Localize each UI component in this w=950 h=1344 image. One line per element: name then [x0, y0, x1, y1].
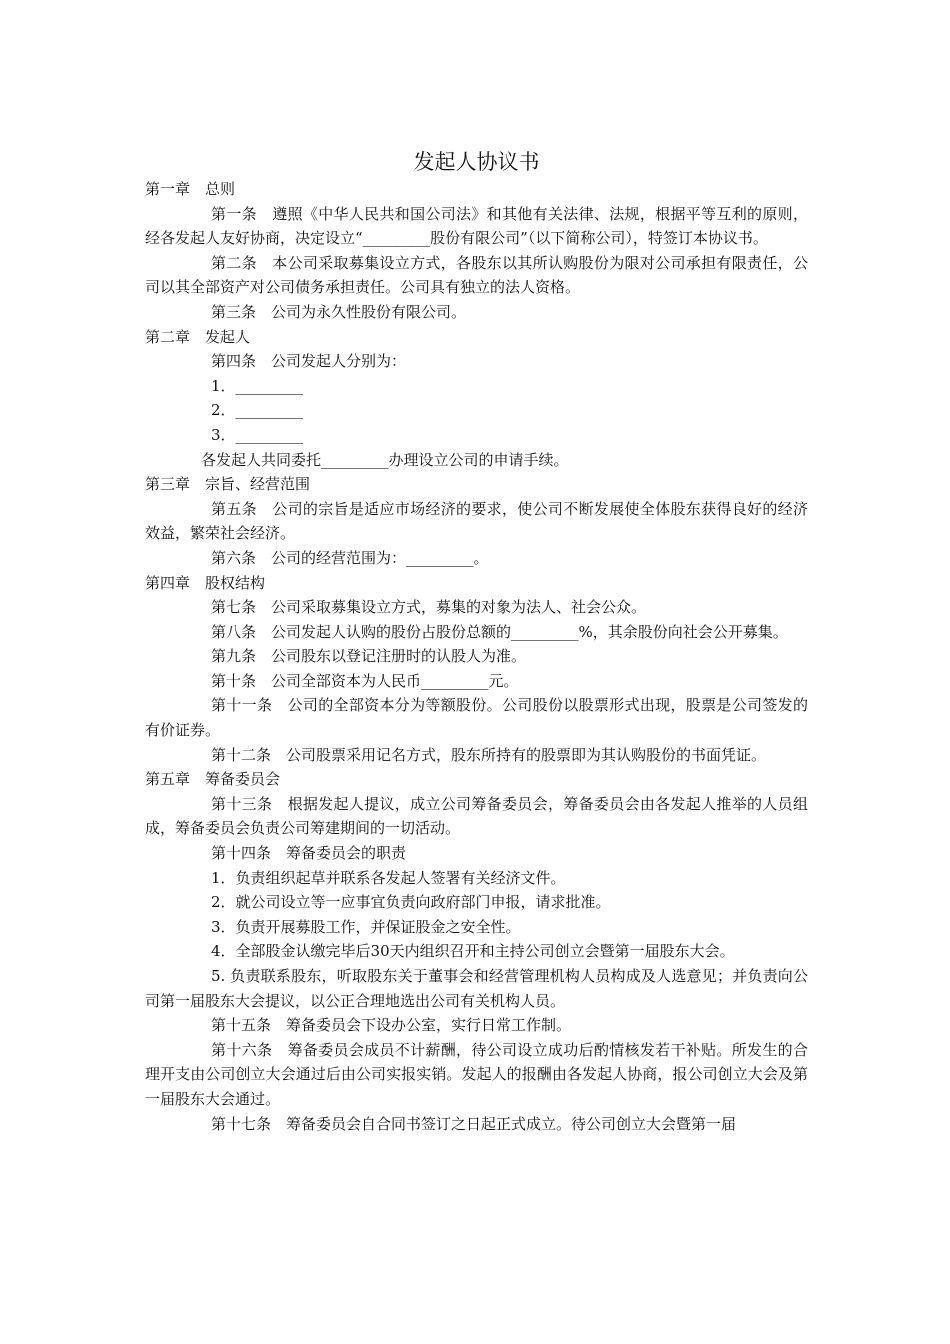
list-item: 3．_________ [211, 425, 304, 444]
article-paragraph: 第十一条 公司的全部资本分为等额股份。公司股份以股票形式出现，股票是公司签发的有价证券。 [145, 696, 808, 740]
article-paragraph: 5. 负责联系股东，听取股东关于董事会和经营管理机构人员构成及人选意见；并负责向公司第一届股东大会提议，以公正合理地选出公司有关机构人员。 [145, 967, 808, 1010]
document-lines [145, 177, 808, 1136]
article-paragraph: 第九条 公司股东以登记注册时的认股人为准。 [211, 647, 527, 666]
article-paragraph: 第五条 公司的宗旨是适应市场经济的要求，使公司不断发展使全体股东获得良好的经济效益，繁荣社会经济。 [145, 499, 808, 543]
article-paragraph: 第二条 本公司采取募集设立方式，各股东以其所认购股份为限对公司承担有限责任，公司以其全部资产对公司债务承担责任。公司具有独立的法人资格。 [145, 253, 808, 297]
article-paragraph: 2．就公司设立等一应事宜负责向政府部门申报，请求批准。 [211, 893, 611, 912]
document-title: 发起人协议书 [413, 150, 540, 174]
article-paragraph: 第十三条 根据发起人提议，成立公司筹备委员会，筹备委员会由各发起人推举的人员组成，筹备委员会负责公司筹建期间的一切活动。 [145, 794, 808, 838]
list-item: 1．_________ [211, 376, 304, 395]
article-paragraph: 第十条 公司全部资本为人民币_________元。 [211, 671, 519, 690]
article-paragraph: 第十五条 筹备委员会下设办公室，实行日常工作制。 [211, 1016, 572, 1035]
article-paragraph: 3．负责开展募股工作，并保证股金之安全性。 [211, 917, 521, 936]
article-paragraph: 第十二条 公司股票采用记名方式，股东所持有的股票即为其认购股份的书面凭证。 [211, 745, 767, 764]
article-paragraph: 第一条 遵照《中华人民共和国公司法》和其他有关法律、法规，根据平等互利的原则，经各发起人友好协商，决定设立“_________股份有限公司”（以下简称公司），特签订本协议书。 [145, 204, 808, 248]
article-paragraph: 第七条 公司采取募集设立方式，募集的对象为法人、社会公众。 [211, 598, 647, 617]
article-paragraph: 第十六条 筹备委员会成员不计薪酬，待公司设立成功后酌情核发若干补贴。所发生的合理开支由公司创立大会通过后由公司实报实销。发起人的报酬由各发起人协商，报公司创立大会及第一届股东大会通过。 [145, 1040, 808, 1108]
article-paragraph: 第十四条 筹备委员会的职责 [211, 844, 407, 863]
article-paragraph: 第三条 公司为永久性股份有限公司。 [211, 302, 467, 321]
list-item: 2．_________ [211, 401, 304, 420]
article-paragraph: 第八条 公司发起人认购的股份占股份总额的_________%，其余股份向社会公开募集。 [211, 622, 788, 641]
article-paragraph: 第十七条 筹备委员会自合同书签订之日起正式成立。待公司创立大会暨第一届 [211, 1114, 737, 1133]
article-paragraph: 1．负责组织起草并联系各发起人签署有关经济文件。 [211, 868, 566, 887]
document-body [145, 150, 808, 1136]
article-paragraph: 第六条 公司的经营范围为：_________。 [211, 548, 489, 567]
article-paragraph: 第四条 公司发起人分别为： [211, 352, 407, 371]
chapter-heading: 第四章 股权结构 [145, 573, 266, 592]
paragraph: 各发起人共同委托_________办理设立公司的申请手续。 [201, 450, 569, 469]
chapter-heading: 第五章 筹备委员会 [145, 770, 281, 789]
chapter-heading: 第一章 总则 [145, 180, 236, 198]
article-paragraph: 4．全部股金认缴完毕后30天内组织召开和主持公司创立会暨第一届股东大会。 [211, 942, 735, 961]
chapter-heading: 第三章 宗旨、经营范围 [145, 475, 311, 494]
chapter-heading: 第二章 发起人 [145, 327, 251, 346]
